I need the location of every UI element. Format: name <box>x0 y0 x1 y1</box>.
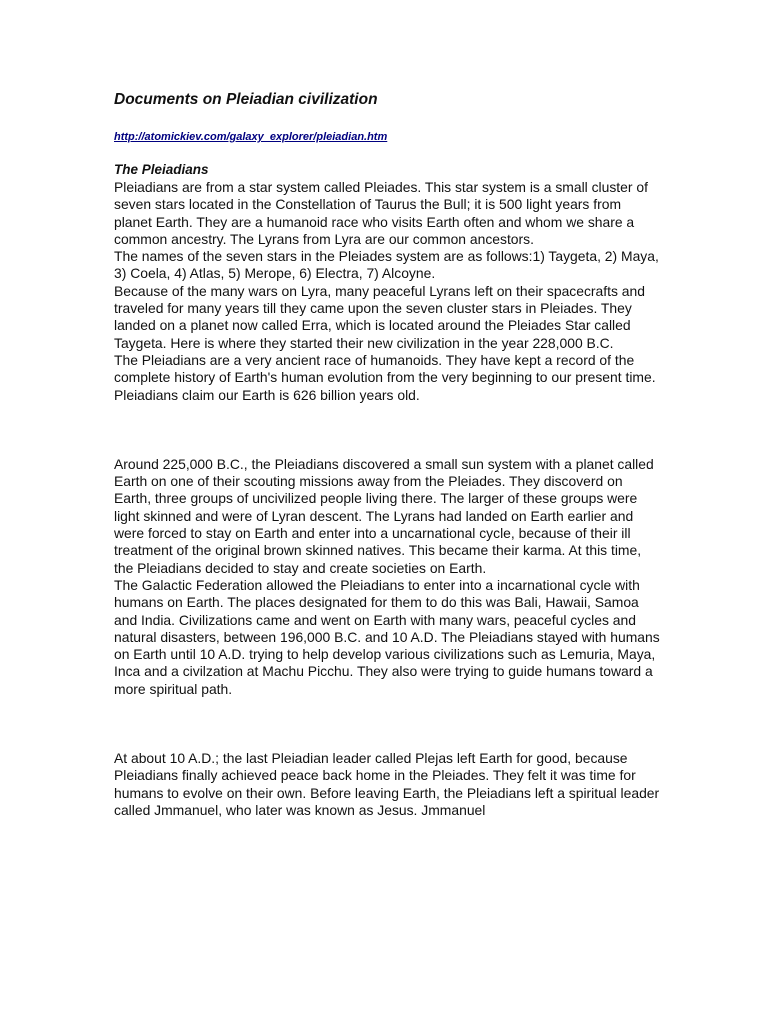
document-title: Documents on Pleiadian civilization <box>114 91 378 108</box>
paragraph: Pleiadians are from a star system called Pleiades. This star system is a small cluster of seven stars located in the Constellation of Taurus the Bull; it is 500 light years from planet Earth. They are a humanoid race who visits Earth often and whom we share a common ancestry. The Lyrans from Lyra are our common ancestors. <box>114 179 648 247</box>
paragraph-spacer <box>114 698 662 750</box>
paragraph: Because of the many wars on Lyra, many peaceful Lyrans left on their spacecrafts and traveled for many years till they came upon the seven cluster stars in Pleiades. They landed on a planet now called Erra, which is located around the Pleiades Star called Taygeta. Here is where they started their new civilization in the year 228,000 B.C. <box>114 282 645 351</box>
document-page <box>114 88 662 819</box>
paragraph: The Galactic Federation allowed the Pleiadians to enter into a incarnational cycle with humans on Earth. The places designated for them to do this was Bali, Hawaii, Samoa and India. Civilizations came and went on Earth with many wars, peaceful cycles and natural disasters, between 196,000 B.C. and 10 A.D. The Pleiadians stayed with humans on Earth until 10 A.D. trying to help develop various civilizations such as Lemuria, Maya, Inca and a civilzation at Machu Picchu. They also were trying to guide humans toward a more spiritual path. <box>114 576 660 697</box>
section-heading: The Pleiadians <box>114 162 209 177</box>
paragraph: At about 10 A.D.; the last Pleiadian leader called Plejas left Earth for good, because Pleiadians finally achieved peace back home in the Pleiades. They felt it was time for humans to evolve on their own. Before leaving Earth, the Pleiadians left a spiritual leader called Jmmanuel, who later was known as Jesus. Jmmanuel <box>114 750 660 818</box>
paragraph: The names of the seven stars in the Pleiades system are as follows:1) Taygeta, 2) Maya, 3) Coela, 4) Atlas, 5) Merope, 6) Electra, 7) Alcoyne. <box>114 248 659 282</box>
paragraph-spacer <box>114 404 662 456</box>
paragraph: The Pleiadians are a very ancient race of humanoids. They have kept a record of the complete history of Earth's human evolution from the very beginning to our present time. Pleiadians claim our Earth is 626 billion years old. <box>114 351 656 403</box>
paragraph: Around 225,000 B.C., the Pleiadians discovered a small sun system with a planet called Earth on one of their scouting missions away from the Pleiades. They discoverd on Earth, three groups of uncivilized people living there. The larger of these groups were light skinned and were of Lyran descent. The Lyrans had landed on Earth earlier and were forced to stay on Earth and enter into a uncarnational cycle, because of their ill treatment of the original brown skinned natives. This became their karma. At this time, the Pleiadians decided to stay and create societies on Earth. <box>114 455 654 576</box>
source-link[interactable]: http://atomickiev.com/galaxy_explorer/pleiadian.htm <box>114 131 388 143</box>
